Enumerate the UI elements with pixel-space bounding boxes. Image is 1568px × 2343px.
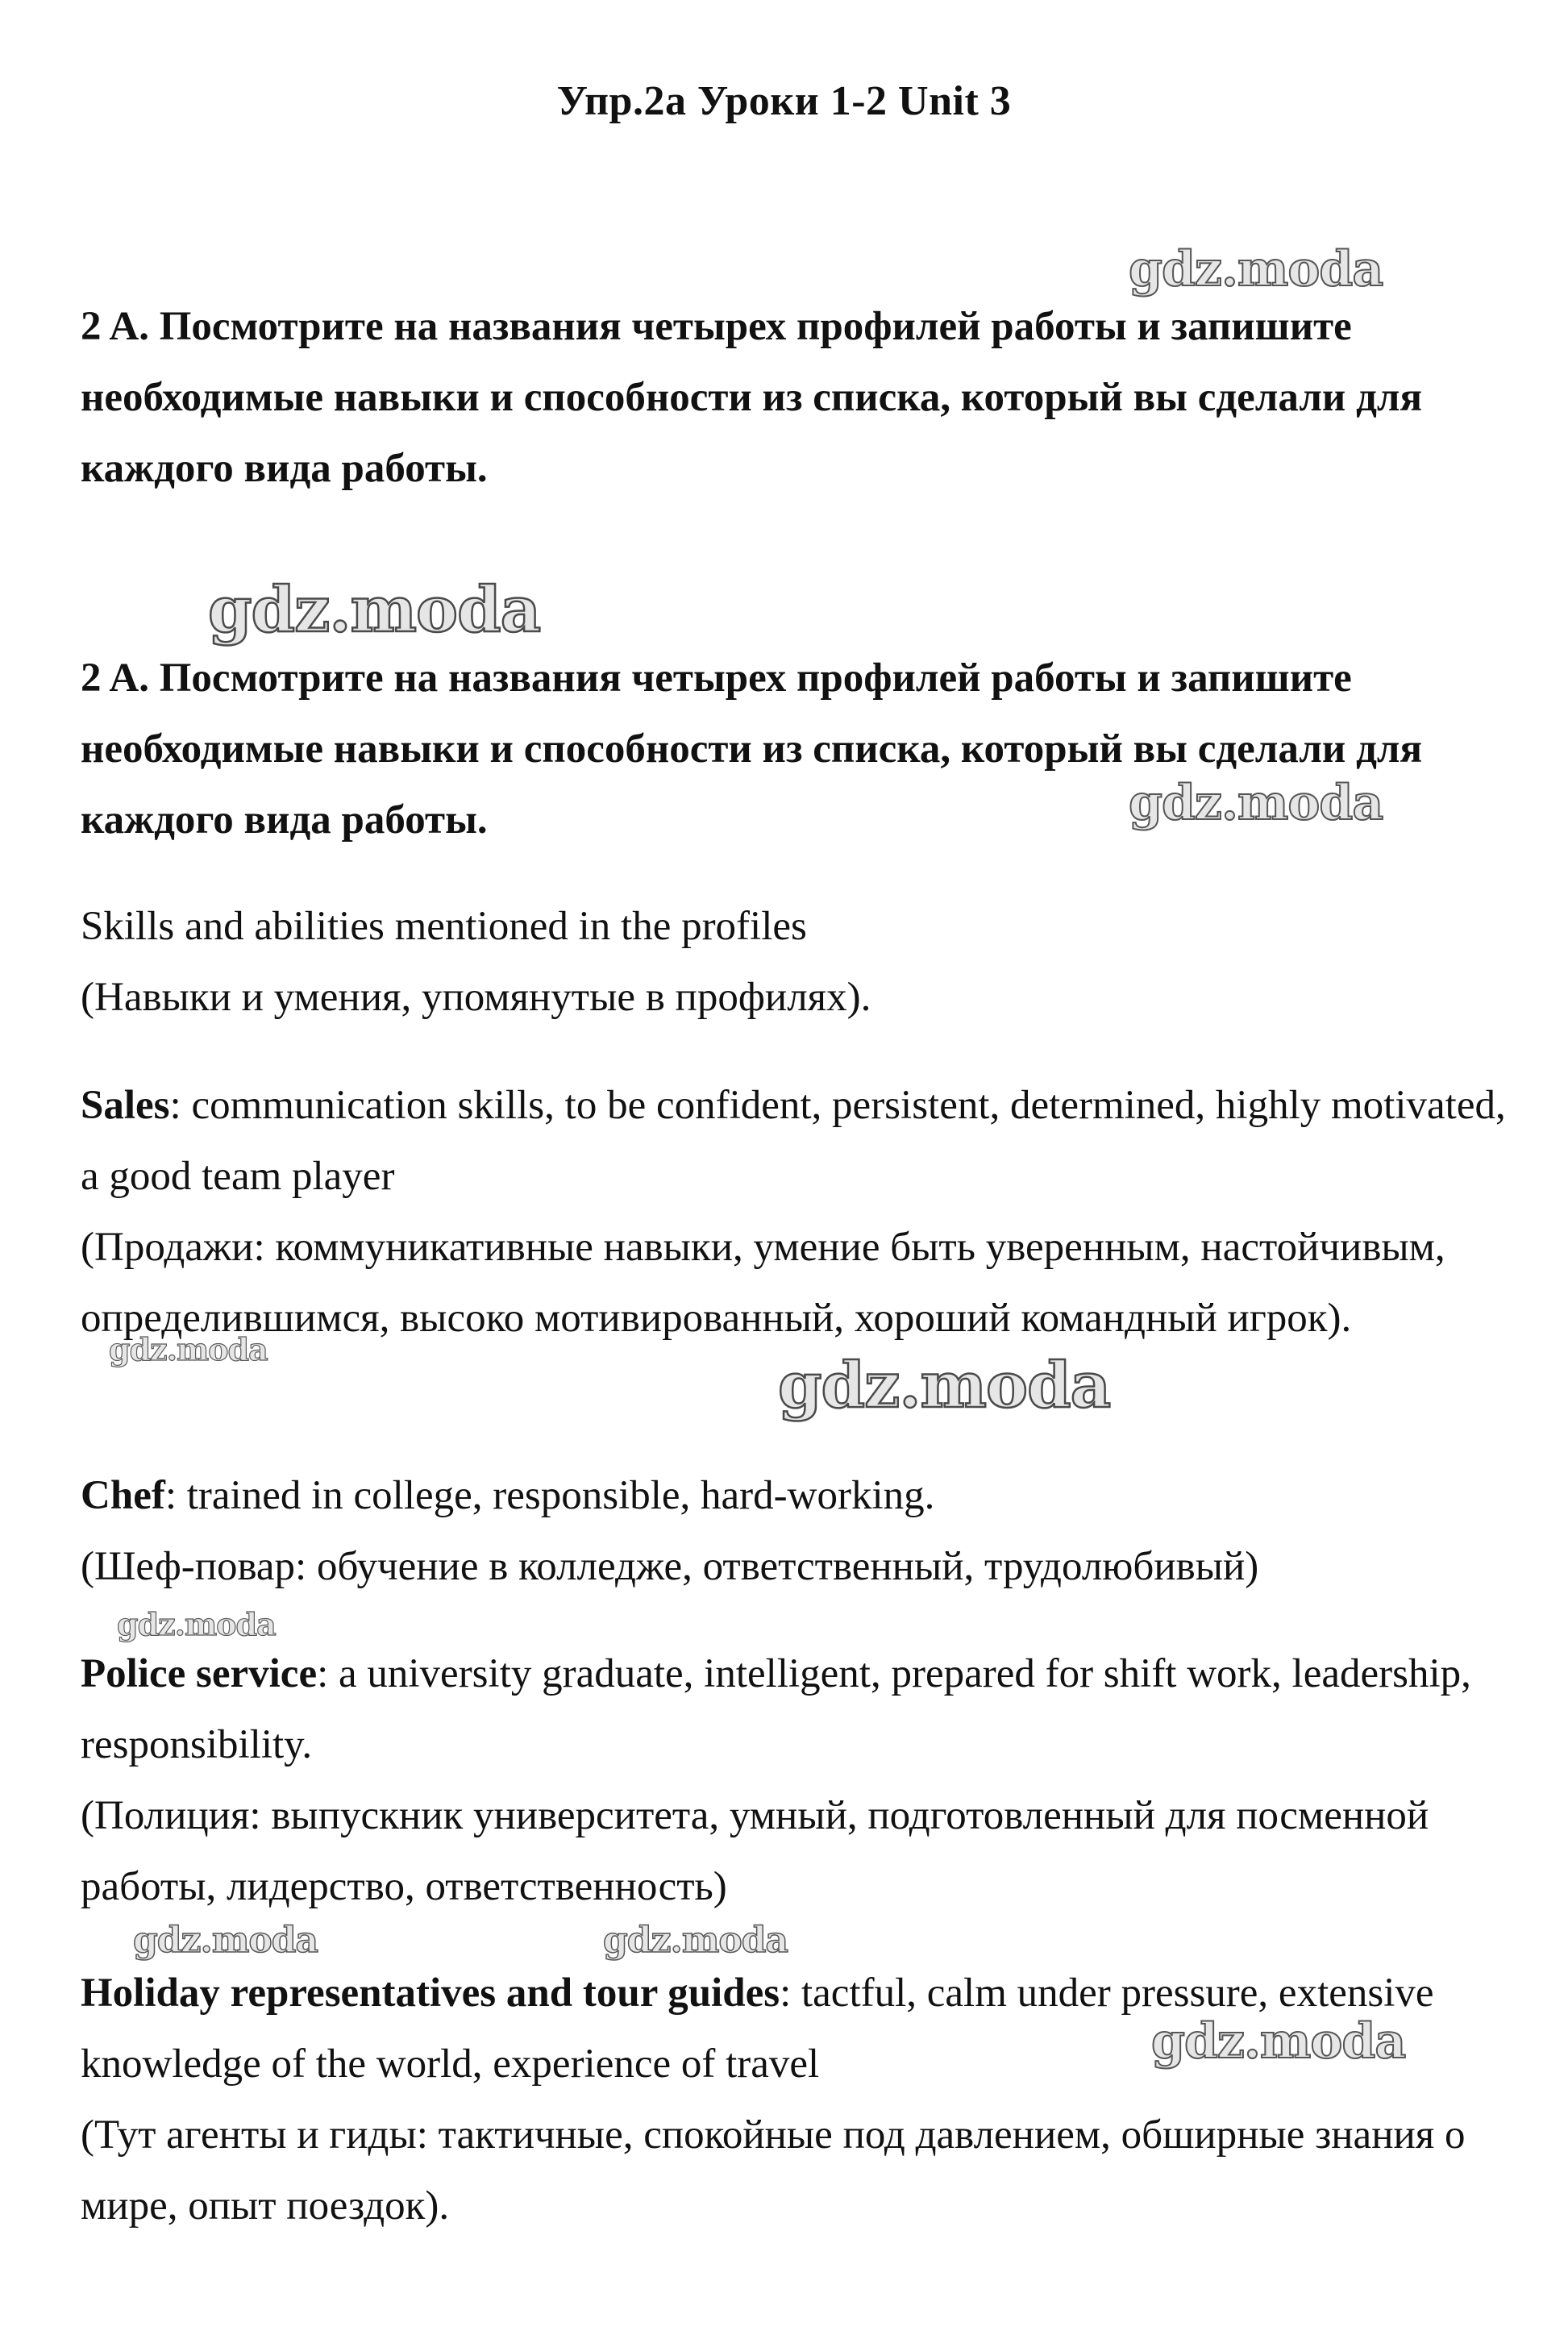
chef-skills: : trained in college, responsible, hard-working. (164, 1473, 935, 1518)
task-instruction: 2 A. Посмотрите на названия четырех профилей работы и запишите необходимые навыки и способности из списка, который вы сделали для каждого вида работы. (81, 304, 1423, 491)
chef-paragraph (81, 1460, 1516, 1602)
police-term: Police service (81, 1651, 318, 1696)
holiday-paragraph (81, 1958, 1516, 2241)
chef-english (81, 1460, 1516, 1531)
intro-english: Skills and abilities mentioned in the profiles (81, 904, 807, 949)
watermark: gdz.moda (1129, 775, 1383, 831)
sales-russian: (Продажи: коммуникативные навыки, умение быть уверенным, настойчивым, определившимся, высоко мотивированный, хороший командный игрок). (81, 1225, 1445, 1341)
sales-skills: : communication skills, to be confident, persistent, determined, highly motivated, a good team player (81, 1083, 1506, 1199)
watermark: gdz.moda (109, 1331, 268, 1367)
holiday-russian: (Тут агенты и гиды: тактичные, спокойные под давлением, обширные знания о мире, опыт поездок). (81, 2112, 1466, 2229)
watermark: gdz.moda (208, 573, 541, 647)
police-skills: : a university graduate, intelligent, prepared for shift work, leadership, responsibility. (81, 1651, 1471, 1767)
watermark: gdz.moda (778, 1349, 1111, 1422)
watermark: gdz.moda (133, 1920, 318, 1961)
task-instruction-repeat: 2 A. Посмотрите на названия четырех профилей работы и запишите необходимые навыки и способности из списка, который вы сделали для каждого вида работы. (81, 655, 1423, 843)
sales-english (81, 1070, 1516, 1212)
police-paragraph (81, 1638, 1516, 1922)
intro-paragraph (81, 891, 1516, 1033)
chef-russian: (Шеф-повар: обучение в колледже, ответственный, трудолюбивый) (81, 1544, 1259, 1589)
watermark: gdz.moda (117, 1606, 276, 1642)
page-title: Упр.2а Уроки 1-2 Unit 3 (556, 78, 1012, 124)
intro-russian: (Навыки и умения, упомянутые в профилях). (81, 975, 871, 1020)
holiday-skills: : tactful, calm under pressure, extensive knowledge of the world, experience of travel (81, 1971, 1434, 2087)
police-russian: (Полиция: выпускник университета, умный, подготовленный для посменной работы, лидерство, ответственность) (81, 1793, 1429, 1909)
watermark: gdz.moda (1151, 2013, 1406, 2070)
police-english (81, 1638, 1516, 1780)
watermark: gdz.moda (603, 1920, 788, 1961)
sales-term: Sales (81, 1083, 170, 1128)
holiday-term: Holiday representatives and tour guides (81, 1971, 780, 2016)
chef-term: Chef (81, 1473, 165, 1518)
sales-paragraph (81, 1070, 1516, 1354)
watermark: gdz.moda (1129, 241, 1383, 298)
